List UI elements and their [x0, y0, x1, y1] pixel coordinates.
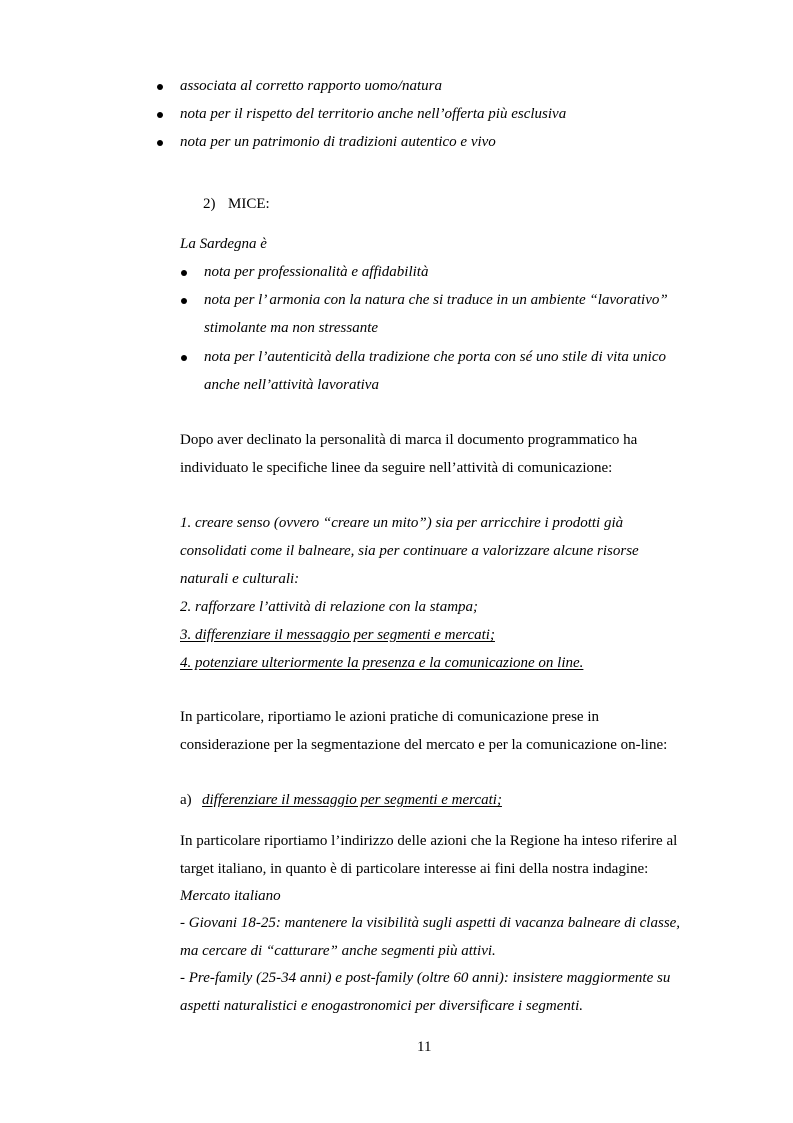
market-line: - Giovani 18-25: mantenere la visibilità sugli aspetti di vacanza balneare di classe, [180, 915, 681, 931]
section-a-label: a) [180, 792, 192, 808]
top-bullet-2: nota per il rispetto del territorio anche nell’offerta più esclusiva [180, 106, 567, 122]
list-line-3: 3. differenziare il messaggio per segmenti e mercati; [180, 627, 495, 643]
bullet-dot [157, 84, 163, 90]
market-heading: Mercato italiano [180, 888, 281, 904]
bullet-dot [157, 140, 163, 146]
mice-bullet-1: nota per professionalità e affidabilità [204, 264, 429, 280]
top-bullet-3: nota per un patrimonio di tradizioni autentico e vivo [180, 134, 496, 150]
paragraph-line: target italiano, in quanto è di particolare interesse ai fini della nostra indagine: [180, 861, 649, 877]
list-line-1: 1. creare senso (ovvero “creare un mito”) sia per arricchire i prodotti già [180, 515, 624, 531]
bullet-dot [181, 355, 187, 361]
bullet-dot [157, 112, 163, 118]
mice-bullet-3-line-2: anche nell’attività lavorativa [204, 377, 379, 393]
mice-number: 2) [203, 196, 216, 212]
list-line-2: 2. rafforzare l’attività di relazione con la stampa; [180, 599, 479, 615]
page-number: 11 [417, 1039, 432, 1055]
market-line: aspetti naturalistici e enogastronomici per diversificare i segmenti. [180, 998, 584, 1014]
market-line: ma cercare di “catturare” anche segmenti più attivi. [180, 943, 496, 959]
list-line-1-cont: consolidati come il balneare, sia per continuare a valorizzare alcune risorse [180, 543, 639, 559]
section-a-title: differenziare il messaggio per segmenti e mercati; [202, 792, 502, 808]
paragraph-line: considerazione per la segmentazione del mercato e per la comunicazione on-line: [180, 737, 668, 753]
list-line-4: 4. potenziare ulteriormente la presenza e la comunicazione on line. [180, 655, 584, 671]
mice-intro: La Sardegna è [180, 236, 267, 252]
bullet-dot [181, 270, 187, 276]
top-bullet-1: associata al corretto rapporto uomo/natura [180, 78, 442, 94]
paragraph-line: In particolare riportiamo l’indirizzo delle azioni che la Regione ha inteso riferire al [180, 833, 678, 849]
mice-bullet-2-line-2: stimolante ma non stressante [204, 320, 379, 336]
mice-bullet-2-line-1: nota per l’ armonia con la natura che si traduce in un ambiente “lavorativo” [204, 292, 668, 308]
bullet-dot [181, 298, 187, 304]
paragraph-line: Dopo aver declinato la personalità di marca il documento programmatico ha [180, 432, 638, 448]
list-line-1-cont: naturali e culturali: [180, 571, 300, 587]
paragraph-line: In particolare, riportiamo le azioni pratiche di comunicazione prese in [180, 709, 599, 725]
mice-bullet-3-line-1: nota per l’autenticità della tradizione che porta con sé uno stile di vita unico [204, 349, 667, 365]
market-line: - Pre-family (25-34 anni) e post-family (oltre 60 anni): insistere maggiormente su [180, 970, 671, 986]
paragraph-line: individuato le specifiche linee da seguire nell’attività di comunicazione: [180, 460, 613, 476]
mice-heading: MICE: [228, 196, 270, 212]
